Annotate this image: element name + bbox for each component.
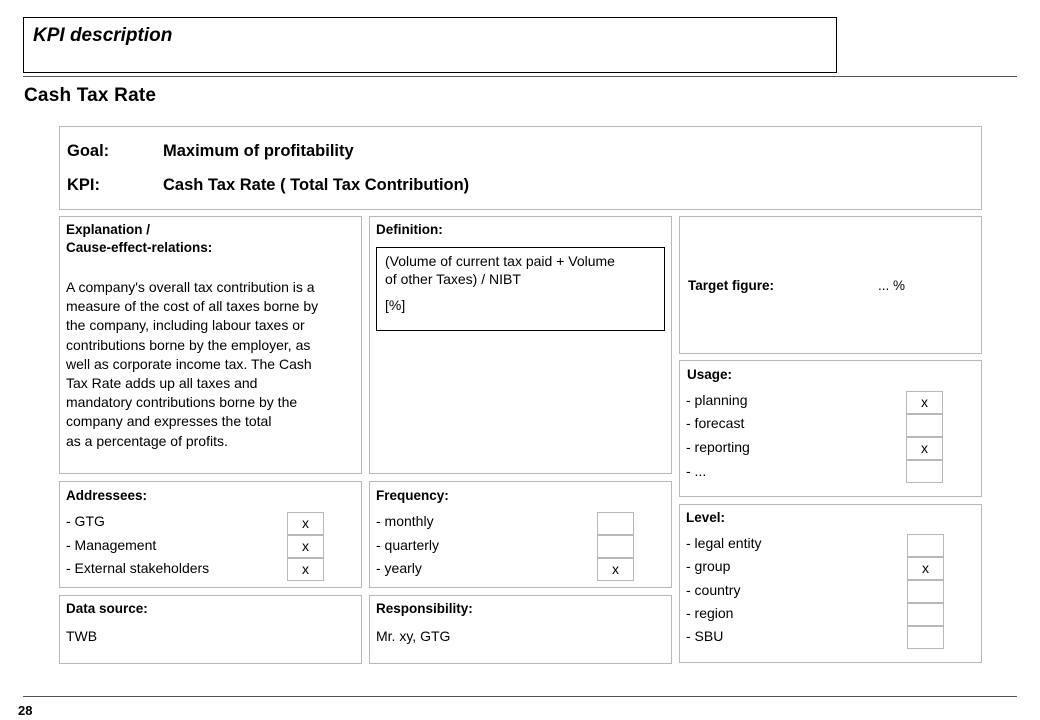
frequency-checkbox[interactable] (597, 512, 634, 535)
definition-heading: Definition: (376, 222, 443, 237)
explanation-line: mandatory contributions borne by the (66, 394, 298, 411)
cause-effect-heading: Cause-effect-relations: (66, 240, 213, 255)
level-label: - country (686, 582, 741, 598)
explanation-line: measure of the cost of all taxes borne by (66, 298, 319, 315)
target-value: ... % (878, 278, 906, 293)
data-source-heading: Data source: (66, 601, 148, 616)
header-divider (23, 76, 1017, 77)
usage-item-label: - ... (686, 463, 707, 479)
data-source-value: TWB (66, 628, 98, 644)
explanation-line: contributions borne by the employer, as (66, 336, 311, 353)
addressee-label: - Management (66, 537, 157, 553)
usage-checkbox[interactable]: x (906, 391, 943, 414)
level-checkbox[interactable] (907, 534, 944, 557)
level-checkbox[interactable] (907, 626, 944, 649)
explanation-text (66, 278, 358, 451)
page-number: 28 (18, 703, 33, 718)
page-title: Cash Tax Rate (24, 85, 157, 106)
level-checkbox[interactable] (907, 603, 944, 626)
formula-line: (Volume of current tax paid + Volume (385, 253, 615, 269)
explanation-line: well as corporate income tax. The Cash (66, 355, 312, 372)
frequency-checkbox[interactable]: x (597, 558, 634, 581)
usage-heading: Usage: (687, 367, 733, 382)
explanation-line: A company's overall tax contribution is a (66, 279, 315, 295)
explanation-line: Tax Rate adds up all taxes and (66, 375, 258, 392)
goal-panel (59, 126, 982, 210)
usage-item-label: - reporting (686, 439, 750, 455)
addressee-label: - GTG (66, 513, 105, 529)
addressee-label: - External stakeholders (66, 560, 210, 576)
addressee-checkbox[interactable]: x (287, 535, 324, 558)
usage-checkbox[interactable] (906, 460, 943, 483)
formula-line: of other Taxes) / NIBT (385, 271, 521, 287)
usage-item-label: - forecast (686, 415, 745, 431)
target-label: Target figure: (688, 278, 775, 293)
frequency-heading: Frequency: (376, 488, 449, 503)
explanation-line: company and expresses the total (66, 413, 272, 430)
explanation-line: as a percentage of profits. (66, 432, 228, 449)
frequency-label: - yearly (376, 560, 422, 576)
usage-checkbox[interactable] (906, 414, 943, 437)
formula-text (385, 252, 660, 314)
goal-label: Goal: (67, 142, 110, 160)
footer-divider (23, 696, 1017, 697)
addressee-checkbox[interactable]: x (287, 512, 324, 535)
kpi-value: Cash Tax Rate ( Total Tax Contribution) (163, 176, 470, 194)
level-label: - SBU (686, 628, 724, 644)
goal-value: Maximum of profitability (163, 142, 354, 160)
formula-unit: [%] (385, 297, 406, 313)
frequency-label: - monthly (376, 513, 434, 529)
header-title: KPI description (33, 25, 173, 46)
explanation-line: the company, including labour taxes or (66, 317, 305, 334)
addressee-checkbox[interactable]: x (287, 558, 324, 581)
level-label: - legal entity (686, 535, 762, 551)
kpi-label: KPI: (67, 176, 100, 194)
frequency-label: - quarterly (376, 537, 440, 553)
responsibility-heading: Responsibility: (376, 601, 473, 616)
level-checkbox[interactable]: x (907, 557, 944, 580)
level-label: - group (686, 558, 731, 574)
level-label: - region (686, 605, 734, 621)
level-checkbox[interactable] (907, 580, 944, 603)
usage-checkbox[interactable]: x (906, 437, 943, 460)
addressees-heading: Addressees: (66, 488, 148, 503)
explanation-heading: Explanation / (66, 222, 151, 237)
frequency-checkbox[interactable] (597, 535, 634, 558)
usage-item-label: - planning (686, 392, 748, 408)
responsibility-value: Mr. xy, GTG (376, 628, 451, 644)
level-heading: Level: (686, 510, 726, 525)
